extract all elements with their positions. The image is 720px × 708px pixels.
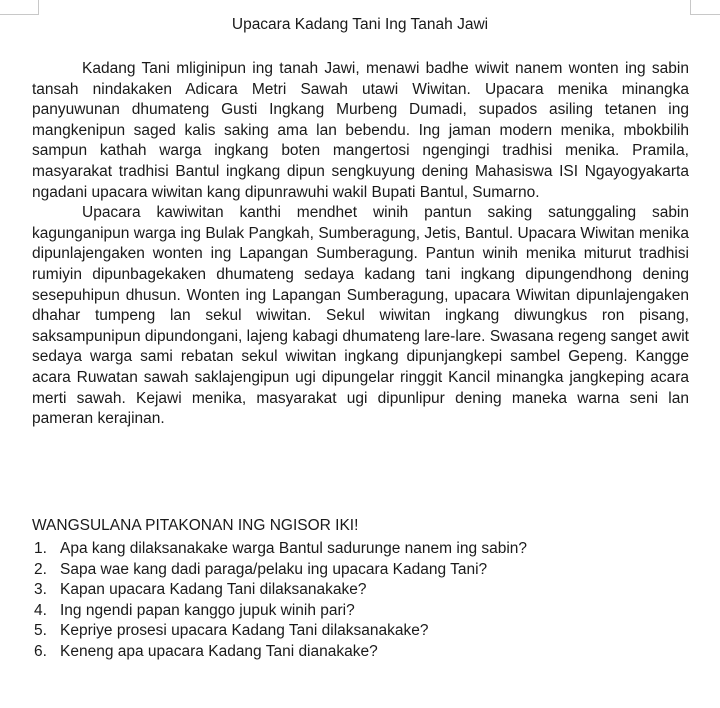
question-number: 6. — [34, 642, 47, 660]
crop-mark-top-left — [0, 0, 39, 15]
question-number: 2. — [34, 560, 47, 578]
questions-heading: WANGSULANA PITAKONAN ING NGISOR IKI! — [32, 517, 359, 534]
question-text: Sapa wae kang dadi paraga/pelaku ing upacara Kadang Tani? — [60, 560, 488, 578]
question-text: Ing ngendi papan kanggo jupuk winih pari? — [60, 601, 355, 619]
question-text: Keneng apa upacara Kadang Tani dianakake? — [60, 642, 378, 660]
question-item — [32, 580, 689, 601]
question-item — [32, 621, 689, 642]
document-body — [32, 59, 689, 430]
question-item — [32, 601, 689, 622]
question-text: Kepriye prosesi upacara Kadang Tani dilaksanakake? — [60, 622, 429, 640]
paragraph-1: Kadang Tani mliginipun ing tanah Jawi, menawi badhe wiwit nanem wonten ing sabin tansah nindakaken Adicara Metri Sawah utawi Wiwitan. Upacara menika minangka panyuwunan dhumateng Gusti Ingkang Murbeng Dumadi, supados asiling tetanen ing mangkenipun saged kalis saking ama lan bebendu. Ing jaman modern menika, mbokbilih sampun kathah warga ingkang boten mangertosi ngengingi tradhisi menika. Pramila, masyarakat tradhisi Bantul ingkang dipun sengkuyung dening Mahasiswa ISI Ngayogyakarta ngadani upacara wiwitan kang dipunrawuhi wakil Bupati Bantul, Sumarno. — [32, 60, 689, 201]
question-number: 5. — [34, 622, 47, 640]
question-item — [32, 560, 689, 581]
document-title: Upacara Kadang Tani Ing Tanah Jawi — [231, 16, 489, 33]
question-number: 1. — [34, 540, 47, 557]
questions-section — [32, 516, 689, 663]
question-number: 3. — [34, 581, 47, 599]
question-text: Kapan upacara Kadang Tani dilaksanakake? — [60, 581, 367, 599]
questions-list — [32, 539, 689, 663]
crop-mark-top-right — [690, 0, 720, 15]
question-item — [32, 642, 689, 663]
question-item — [32, 539, 689, 560]
paragraph-2: Upacara kawiwitan kanthi mendhet winih pantun saking satunggaling sabin kagunganipun warga ing Bulak Pangkah, Sumberagung, Jetis, Bantul. Upacara Wiwitan menika dipunlajengaken wonten ing Lapangan Sumberagung. Pantun winih menika miturut tradhisi rumiyin dipunbagekaken dhumateng sedaya kadang tani ingkang dipungendhong dening sesepuhipun dhusun. Wonten ing Lapangan Sumberagung, upacara Wiwitan dipunlajengaken dhahar tumpeng lan sekul wiwitan. Sekul wiwitan ingkang diwungkus ron pisang, saksampunipun dipundongani, lajeng kabagi dhumateng lare-lare. Swasana regeng sanget awit sedaya warga sami rebatan sekul wiwitan ingkang dipunjangkepi sambel Gepeng. Kangge acara Ruwatan sawah saklajengipun ugi dipungelar ringgit Kancil minangka jangkeping acara merti sawah. Kejawi menika, masyarakat ugi dipunlipur dening maneka warna seni lan pameran kerajinan. — [32, 204, 689, 428]
question-number: 4. — [34, 601, 47, 619]
question-text: Apa kang dilaksanakake warga Bantul sadurunge nanem ing sabin? — [60, 540, 528, 557]
